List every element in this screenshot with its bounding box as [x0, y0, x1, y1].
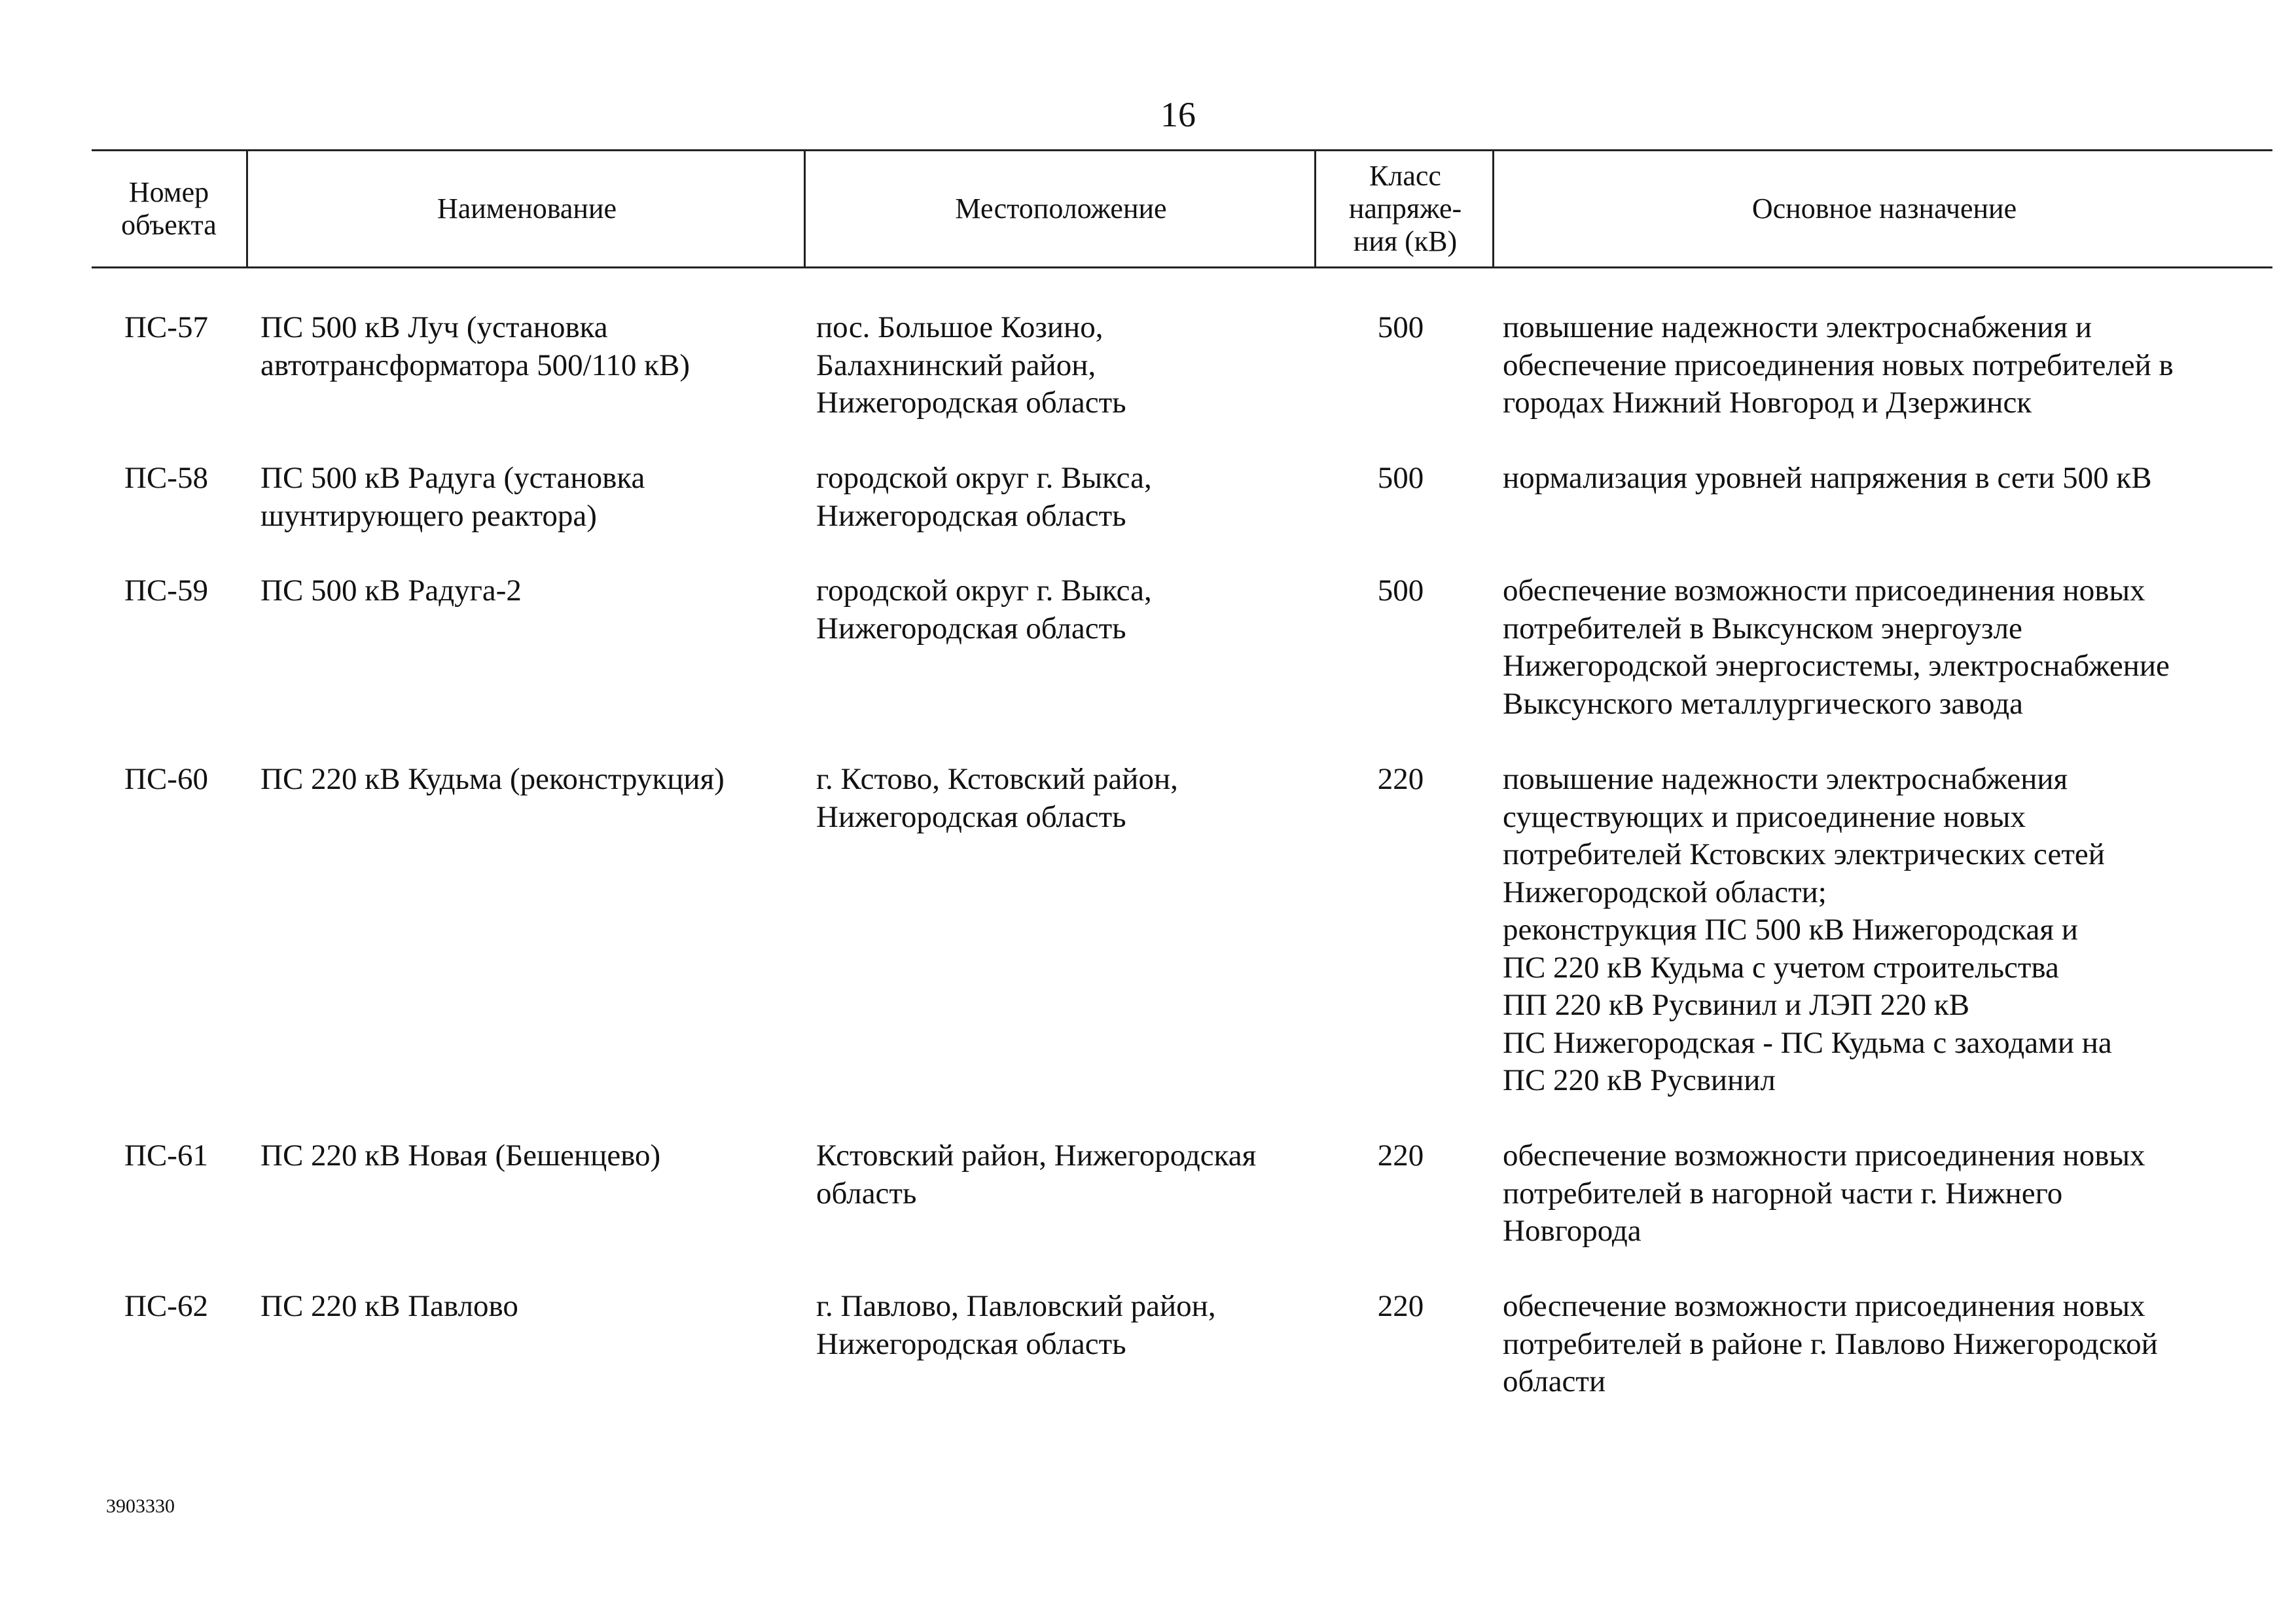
- row-name: ПС 220 кВ Новая (Бешенцево): [260, 1139, 661, 1173]
- header-name: Наименование: [246, 151, 806, 266]
- header-number: Номер объекта: [121, 176, 217, 241]
- row-location: городской округ г. Выкса, Нижегородская область: [816, 461, 1152, 533]
- row-number: ПС-57: [124, 310, 208, 344]
- row-name: ПС 220 кВ Павлово: [260, 1289, 518, 1323]
- row-voltage: 220: [1377, 1139, 1424, 1173]
- row-purpose: повышение надежности электроснабжения и обеспечение присоединения новых потребителей в городах Нижний Новгород и Дзержинск: [1503, 310, 2174, 420]
- row-voltage: 500: [1377, 574, 1424, 608]
- row-voltage: 220: [1377, 762, 1424, 796]
- row-location: Кстовский район, Нижегородская область: [816, 1139, 1257, 1211]
- row-number: ПС-60: [124, 762, 208, 796]
- row-location: пос. Большое Козино, Балахнинский район, Нижегородская область: [816, 310, 1126, 420]
- page-number: 16: [1160, 95, 1196, 134]
- row-name: ПС 500 кВ Луч (установка автотрансформатора 500/110 кВ): [260, 310, 690, 382]
- header-location: Местоположение: [804, 151, 1316, 266]
- document-code: 3903330: [106, 1495, 175, 1517]
- row-purpose: обеспечение возможности присоединения новых потребителей в нагорной части г. Нижнего Новгорода: [1503, 1139, 2145, 1248]
- header-purpose: Основное назначение: [1492, 151, 2274, 266]
- row-purpose: повышение надежности электроснабжения существующих и присоединение новых потребителей Кстовских электрических сетей Нижегородской области; реконструкция ПС 500 кВ Нижегородская и ПС 220 кВ Кудьма с учетом строительства ПП 220 кВ Русвинил и ЛЭП 220 кВ ПС Нижегородская - ПС Кудьма с заходами на ПС 220 кВ Русвинил: [1503, 762, 2112, 1097]
- row-purpose: нормализация уровней напряжения в сети 500 кВ: [1503, 461, 2152, 495]
- row-voltage: 500: [1377, 461, 1424, 495]
- row-number: ПС-61: [124, 1139, 208, 1173]
- row-name: ПС 500 кВ Радуга (установка шунтирующего реактора): [260, 461, 645, 533]
- row-number: ПС-62: [124, 1289, 208, 1323]
- row-purpose: обеспечение возможности присоединения новых потребителей в районе г. Павлово Нижегородской области: [1503, 1289, 2158, 1398]
- objects-table: [92, 149, 2272, 1398]
- row-name: ПС 500 кВ Радуга-2: [260, 574, 522, 608]
- row-name: ПС 220 кВ Кудьма (реконструкция): [260, 762, 725, 796]
- row-voltage: 500: [1377, 310, 1424, 344]
- row-number: ПС-59: [124, 574, 208, 608]
- table-header: [92, 149, 2272, 268]
- row-number: ПС-58: [124, 461, 208, 495]
- header-voltage: Класс напряже- ния (кВ): [1314, 151, 1494, 266]
- row-voltage: 220: [1377, 1289, 1424, 1323]
- row-location: городской округ г. Выкса, Нижегородская область: [816, 574, 1152, 646]
- row-location: г. Кстово, Кстовский район, Нижегородская область: [816, 762, 1178, 834]
- row-purpose: обеспечение возможности присоединения новых потребителей в Выксунском энергоузле Нижегородской энергосистемы, электроснабжение Выксунского металлургического завода: [1503, 574, 2170, 721]
- row-location: г. Павлово, Павловский район, Нижегородская область: [816, 1289, 1216, 1361]
